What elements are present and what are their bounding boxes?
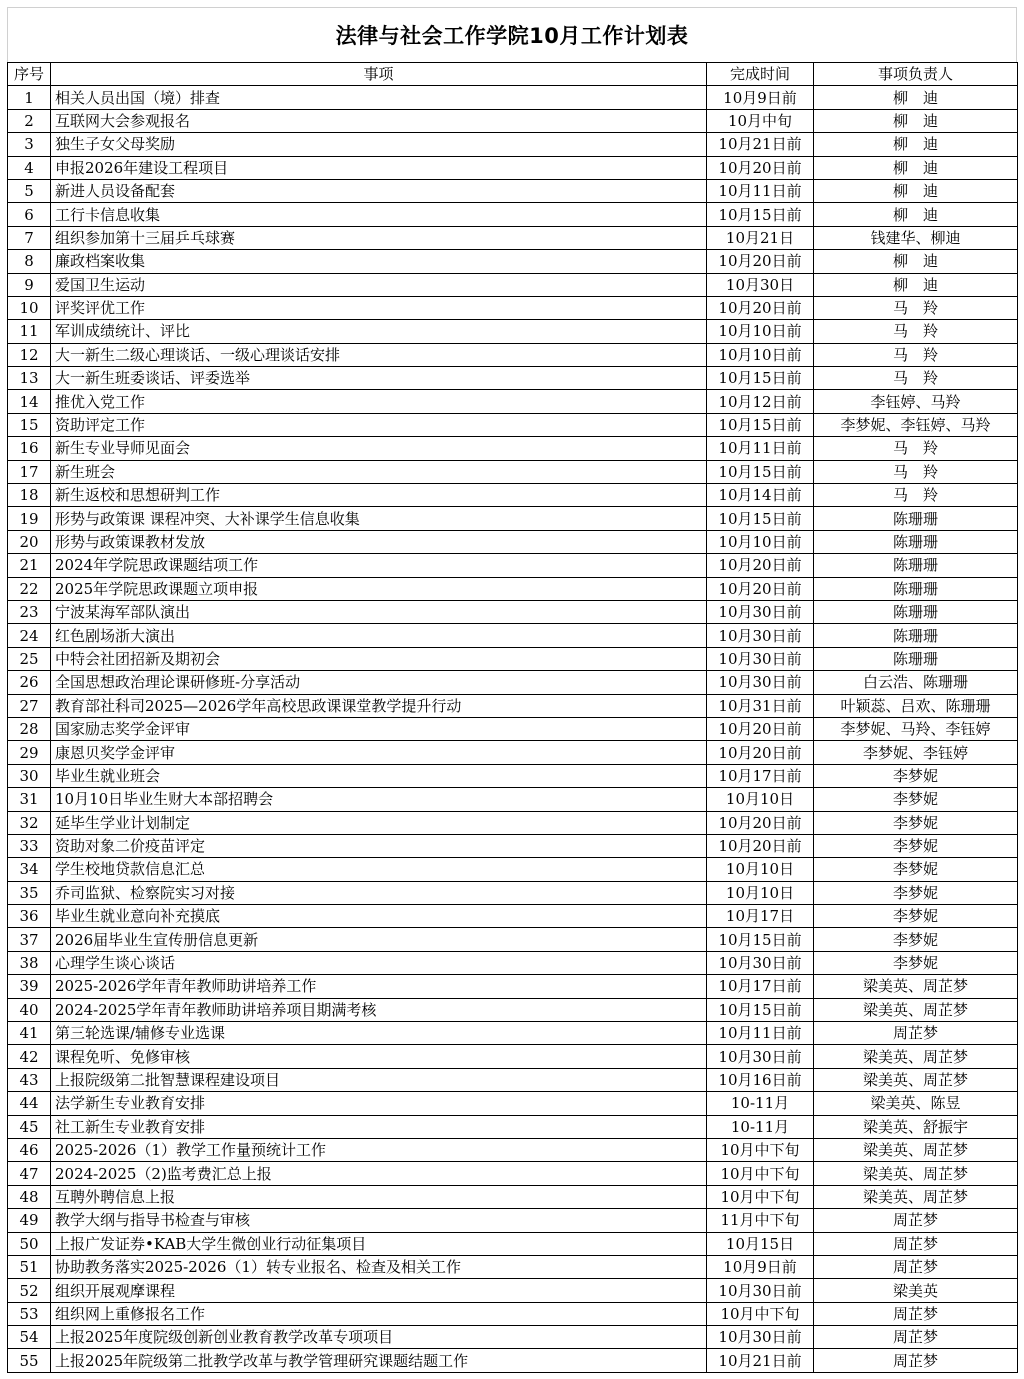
row-item: 2025-2026学年青年教师助讲培养工作 [51,975,707,998]
row-item: 课程免听、免修审核 [51,1045,707,1068]
row-deadline: 10月9日前 [707,1255,814,1278]
row-item: 毕业生就业班会 [51,764,707,787]
table-row [8,343,1018,366]
table-row [8,858,1018,881]
row-deadline: 10月20日前 [707,717,814,740]
table-row [8,1255,1018,1278]
row-deadline: 10月10日前 [707,343,814,366]
row-deadline: 10月15日前 [707,460,814,483]
table-row [8,717,1018,740]
row-item: 协助教务落实2025-2026（1）转专业报名、检查及相关工作 [51,1255,707,1278]
row-deadline: 10月15日前 [707,998,814,1021]
row-deadline: 10月20日前 [707,577,814,600]
row-number: 22 [8,577,51,600]
row-owner: 柳 迪 [814,109,1018,132]
row-number: 32 [8,811,51,834]
row-item: 组织开展观摩课程 [51,1279,707,1302]
table-row [8,1279,1018,1302]
row-number: 12 [8,343,51,366]
row-deadline: 10月15日前 [707,203,814,226]
row-deadline: 10月20日前 [707,156,814,179]
row-owner: 梁美英、周芷梦 [814,1185,1018,1208]
row-owner: 李梦妮、李钰婷 [814,741,1018,764]
row-item: 新进人员设备配套 [51,179,707,202]
row-item: 相关人员出国（境）排查 [51,86,707,109]
row-number: 52 [8,1279,51,1302]
row-owner: 柳 迪 [814,179,1018,202]
row-owner: 白云浩、陈珊珊 [814,671,1018,694]
row-owner: 陈珊珊 [814,600,1018,623]
row-deadline: 10月10日 [707,858,814,881]
row-deadline: 10月20日前 [707,250,814,273]
row-item: 组织参加第十三届乒乓球赛 [51,226,707,249]
row-number: 43 [8,1068,51,1091]
row-owner: 梁美英、周芷梦 [814,998,1018,1021]
row-item: 大一新生二级心理谈话、一级心理谈话安排 [51,343,707,366]
row-owner: 梁美英 [814,1279,1018,1302]
row-owner: 马 羚 [814,460,1018,483]
table-row [8,530,1018,553]
row-deadline: 10月15日前 [707,413,814,436]
row-deadline: 10月20日前 [707,811,814,834]
row-deadline: 10月10日前 [707,320,814,343]
row-number: 48 [8,1185,51,1208]
row-number: 16 [8,437,51,460]
table-row [8,647,1018,670]
row-owner: 陈珊珊 [814,624,1018,647]
table-row [8,250,1018,273]
row-number: 9 [8,273,51,296]
table-row [8,1326,1018,1349]
row-item: 新生专业导师见面会 [51,437,707,460]
row-deadline: 10月21日前 [707,133,814,156]
row-deadline: 10月20日前 [707,834,814,857]
row-number: 7 [8,226,51,249]
row-number: 29 [8,741,51,764]
table-row [8,460,1018,483]
row-deadline: 10月中下旬 [707,1162,814,1185]
row-item: 廉政档案收集 [51,250,707,273]
row-number: 40 [8,998,51,1021]
row-deadline: 11月中下旬 [707,1209,814,1232]
table-row [8,1045,1018,1068]
row-number: 27 [8,694,51,717]
row-deadline: 10月30日前 [707,1326,814,1349]
row-number: 11 [8,320,51,343]
row-owner: 周芷梦 [814,1232,1018,1255]
row-deadline: 10月30日 [707,273,814,296]
row-deadline: 10月中下旬 [707,1138,814,1161]
row-number: 46 [8,1138,51,1161]
row-number: 8 [8,250,51,273]
row-owner: 李梦妮 [814,764,1018,787]
table-row [8,624,1018,647]
table-row [8,109,1018,132]
row-item: 2026届毕业生宣传册信息更新 [51,928,707,951]
table-row [8,1022,1018,1045]
table-row [8,507,1018,530]
row-item: 中特会社团招新及期初会 [51,647,707,670]
row-number: 50 [8,1232,51,1255]
row-number: 20 [8,530,51,553]
row-owner: 李梦妮 [814,951,1018,974]
table-row [8,484,1018,507]
table-row [8,928,1018,951]
row-number: 3 [8,133,51,156]
row-owner: 周芷梦 [814,1349,1018,1372]
row-owner: 周芷梦 [814,1302,1018,1325]
row-owner: 梁美英、周芷梦 [814,1068,1018,1091]
table-row [8,1092,1018,1115]
row-item: 资助评定工作 [51,413,707,436]
row-item: 法学新生专业教育安排 [51,1092,707,1115]
row-number: 24 [8,624,51,647]
row-item: 2025-2026（1）教学工作量预统计工作 [51,1138,707,1161]
row-deadline: 10月30日前 [707,624,814,647]
row-number: 42 [8,1045,51,1068]
row-number: 2 [8,109,51,132]
row-deadline: 10月10日前 [707,530,814,553]
row-number: 55 [8,1349,51,1372]
row-owner: 梁美英、周芷梦 [814,1162,1018,1185]
header-item: 事项 [51,63,707,86]
row-deadline: 10月14日前 [707,484,814,507]
row-number: 18 [8,484,51,507]
table-row [8,226,1018,249]
row-owner: 钱建华、柳迪 [814,226,1018,249]
row-item: 大一新生班委谈话、评委选举 [51,367,707,390]
row-owner: 马 羚 [814,320,1018,343]
row-item: 国家励志奖学金评审 [51,717,707,740]
row-number: 41 [8,1022,51,1045]
row-owner: 柳 迪 [814,250,1018,273]
row-deadline: 10月20日前 [707,741,814,764]
table-row [8,671,1018,694]
row-owner: 梁美英、陈昱 [814,1092,1018,1115]
row-owner: 梁美英、周芷梦 [814,1138,1018,1161]
row-owner: 陈珊珊 [814,554,1018,577]
table-row [8,273,1018,296]
row-owner: 周芷梦 [814,1326,1018,1349]
row-item: 上报广发证券•KAB大学生微创业行动征集项目 [51,1232,707,1255]
row-deadline: 10月11日前 [707,437,814,460]
table-row [8,975,1018,998]
table-body [8,86,1018,1372]
row-deadline: 10月10日 [707,881,814,904]
row-owner: 陈珊珊 [814,647,1018,670]
table-row [8,1185,1018,1208]
row-number: 30 [8,764,51,787]
row-owner: 李梦妮 [814,811,1018,834]
row-number: 10 [8,296,51,319]
row-deadline: 10月21日前 [707,1349,814,1372]
header-owner: 事项负责人 [814,63,1018,86]
row-owner: 柳 迪 [814,86,1018,109]
row-owner: 陈珊珊 [814,530,1018,553]
row-item: 工行卡信息收集 [51,203,707,226]
row-owner: 周芷梦 [814,1255,1018,1278]
row-item: 组织网上重修报名工作 [51,1302,707,1325]
row-owner: 李梦妮、李钰婷、马羚 [814,413,1018,436]
table-row [8,179,1018,202]
table-row [8,203,1018,226]
row-number: 51 [8,1255,51,1278]
row-item: 推优入党工作 [51,390,707,413]
plan-table [7,62,1018,1373]
row-owner: 马 羚 [814,296,1018,319]
row-owner: 李梦妮 [814,788,1018,811]
worksheet [7,7,1017,1373]
row-item: 互联网大会参观报名 [51,109,707,132]
row-item: 毕业生就业意向补充摸底 [51,905,707,928]
row-deadline: 10月15日 [707,1232,814,1255]
row-item: 10月10日毕业生财大本部招聘会 [51,788,707,811]
row-deadline: 10月17日前 [707,975,814,998]
table-row [8,1232,1018,1255]
row-deadline: 10月15日前 [707,367,814,390]
row-item: 上报2025年度院级创新创业教育教学改革专项项目 [51,1326,707,1349]
row-owner: 李梦妮 [814,858,1018,881]
row-deadline: 10月15日前 [707,507,814,530]
row-deadline: 10月16日前 [707,1068,814,1091]
row-item: 资助对象二价疫苗评定 [51,834,707,857]
row-owner: 柳 迪 [814,203,1018,226]
table-row [8,133,1018,156]
row-item: 社工新生专业教育安排 [51,1115,707,1138]
row-number: 6 [8,203,51,226]
table-row [8,834,1018,857]
row-number: 37 [8,928,51,951]
row-number: 39 [8,975,51,998]
table-row [8,86,1018,109]
row-item: 学生校地贷款信息汇总 [51,858,707,881]
table-row [8,1162,1018,1185]
row-number: 54 [8,1326,51,1349]
table-row [8,1349,1018,1372]
row-item: 乔司监狱、检察院实习对接 [51,881,707,904]
table-row [8,156,1018,179]
row-item: 爱国卫生运动 [51,273,707,296]
table-row [8,600,1018,623]
row-number: 4 [8,156,51,179]
row-number: 15 [8,413,51,436]
row-item: 互聘外聘信息上报 [51,1185,707,1208]
row-deadline: 10月30日前 [707,671,814,694]
row-item: 第三轮选课/辅修专业选课 [51,1022,707,1045]
header-time: 完成时间 [707,63,814,86]
row-deadline: 10-11月 [707,1092,814,1115]
row-deadline: 10月17日前 [707,764,814,787]
row-owner: 柳 迪 [814,273,1018,296]
table-row [8,1138,1018,1161]
row-number: 25 [8,647,51,670]
row-number: 14 [8,390,51,413]
table-row [8,1115,1018,1138]
row-item: 心理学生谈心谈话 [51,951,707,974]
table-row [8,881,1018,904]
row-number: 19 [8,507,51,530]
row-owner: 陈珊珊 [814,577,1018,600]
row-item: 军训成绩统计、评比 [51,320,707,343]
row-deadline: 10月30日前 [707,600,814,623]
row-number: 34 [8,858,51,881]
table-row [8,296,1018,319]
row-deadline: 10月30日前 [707,647,814,670]
row-owner: 李梦妮 [814,881,1018,904]
row-deadline: 10月12日前 [707,390,814,413]
row-item: 评奖评优工作 [51,296,707,319]
row-owner: 陈珊珊 [814,507,1018,530]
table-row [8,1302,1018,1325]
row-deadline: 10月30日前 [707,951,814,974]
row-owner: 李梦妮 [814,905,1018,928]
table-row [8,1068,1018,1091]
row-number: 49 [8,1209,51,1232]
row-item: 上报院级第二批智慧课程建设项目 [51,1068,707,1091]
row-deadline: 10月30日前 [707,1045,814,1068]
table-row [8,951,1018,974]
header-row [8,63,1018,86]
row-item: 形势与政策课 课程冲突、大补课学生信息收集 [51,507,707,530]
row-deadline: 10月21日 [707,226,814,249]
table-row [8,811,1018,834]
row-owner: 柳 迪 [814,133,1018,156]
table-row [8,554,1018,577]
row-deadline: 10月11日前 [707,1022,814,1045]
row-owner: 马 羚 [814,343,1018,366]
table-row [8,764,1018,787]
row-number: 53 [8,1302,51,1325]
row-deadline: 10月31日前 [707,694,814,717]
row-deadline: 10月15日前 [707,928,814,951]
table-row [8,367,1018,390]
row-number: 38 [8,951,51,974]
table-row [8,741,1018,764]
row-number: 21 [8,554,51,577]
table-row [8,413,1018,436]
row-owner: 柳 迪 [814,156,1018,179]
row-item: 2024-2025学年青年教师助讲培养项目期满考核 [51,998,707,1021]
row-item: 独生子女父母奖励 [51,133,707,156]
row-deadline: 10-11月 [707,1115,814,1138]
header-no: 序号 [8,63,51,86]
row-item: 教育部社科司2025—2026学年高校思政课课堂教学提升行动 [51,694,707,717]
row-number: 1 [8,86,51,109]
row-item: 红色剧场浙大演出 [51,624,707,647]
row-deadline: 10月17日 [707,905,814,928]
table-row [8,998,1018,1021]
row-owner: 叶颖蕊、吕欢、陈珊珊 [814,694,1018,717]
row-item: 2025年学院思政课题立项申报 [51,577,707,600]
row-item: 延毕生学业计划制定 [51,811,707,834]
table-row [8,694,1018,717]
row-owner: 李钰婷、马羚 [814,390,1018,413]
row-item: 教学大纲与指导书检查与审核 [51,1209,707,1232]
page-title: 法律与社会工作学院10月工作计划表 [7,7,1017,62]
row-item: 宁波某海军部队演出 [51,600,707,623]
row-item: 新生班会 [51,460,707,483]
row-owner: 李梦妮 [814,928,1018,951]
row-number: 17 [8,460,51,483]
row-number: 28 [8,717,51,740]
row-owner: 梁美英、周芷梦 [814,975,1018,998]
row-deadline: 10月中下旬 [707,1185,814,1208]
row-owner: 周芷梦 [814,1022,1018,1045]
row-item: 全国思想政治理论课研修班-分享活动 [51,671,707,694]
table-row [8,1209,1018,1232]
row-deadline: 10月20日前 [707,296,814,319]
row-deadline: 10月中旬 [707,109,814,132]
row-owner: 梁美英、舒振宇 [814,1115,1018,1138]
row-number: 36 [8,905,51,928]
row-deadline: 10月11日前 [707,179,814,202]
row-deadline: 10月20日前 [707,554,814,577]
row-owner: 周芷梦 [814,1209,1018,1232]
row-owner: 李梦妮 [814,834,1018,857]
table-row [8,320,1018,343]
table-row [8,577,1018,600]
row-number: 23 [8,600,51,623]
table-row [8,390,1018,413]
row-deadline: 10月10日 [707,788,814,811]
row-number: 47 [8,1162,51,1185]
row-owner: 李梦妮、马羚、李钰婷 [814,717,1018,740]
row-number: 26 [8,671,51,694]
row-item: 新生返校和思想研判工作 [51,484,707,507]
row-number: 31 [8,788,51,811]
row-deadline: 10月30日前 [707,1279,814,1302]
row-number: 35 [8,881,51,904]
table-row [8,437,1018,460]
row-owner: 梁美英、周芷梦 [814,1045,1018,1068]
row-number: 33 [8,834,51,857]
row-owner: 马 羚 [814,367,1018,390]
row-number: 44 [8,1092,51,1115]
table-row [8,905,1018,928]
row-item: 申报2026年建设工程项目 [51,156,707,179]
row-owner: 马 羚 [814,484,1018,507]
row-deadline: 10月9日前 [707,86,814,109]
row-item: 2024-2025（2)监考费汇总上报 [51,1162,707,1185]
row-number: 5 [8,179,51,202]
row-item: 2024年学院思政课题结项工作 [51,554,707,577]
row-item: 形势与政策课教材发放 [51,530,707,553]
row-deadline: 10月中下旬 [707,1302,814,1325]
row-item: 康恩贝奖学金评审 [51,741,707,764]
row-number: 13 [8,367,51,390]
row-number: 45 [8,1115,51,1138]
row-item: 上报2025年院级第二批教学改革与教学管理研究课题结题工作 [51,1349,707,1372]
table-row [8,788,1018,811]
row-owner: 马 羚 [814,437,1018,460]
